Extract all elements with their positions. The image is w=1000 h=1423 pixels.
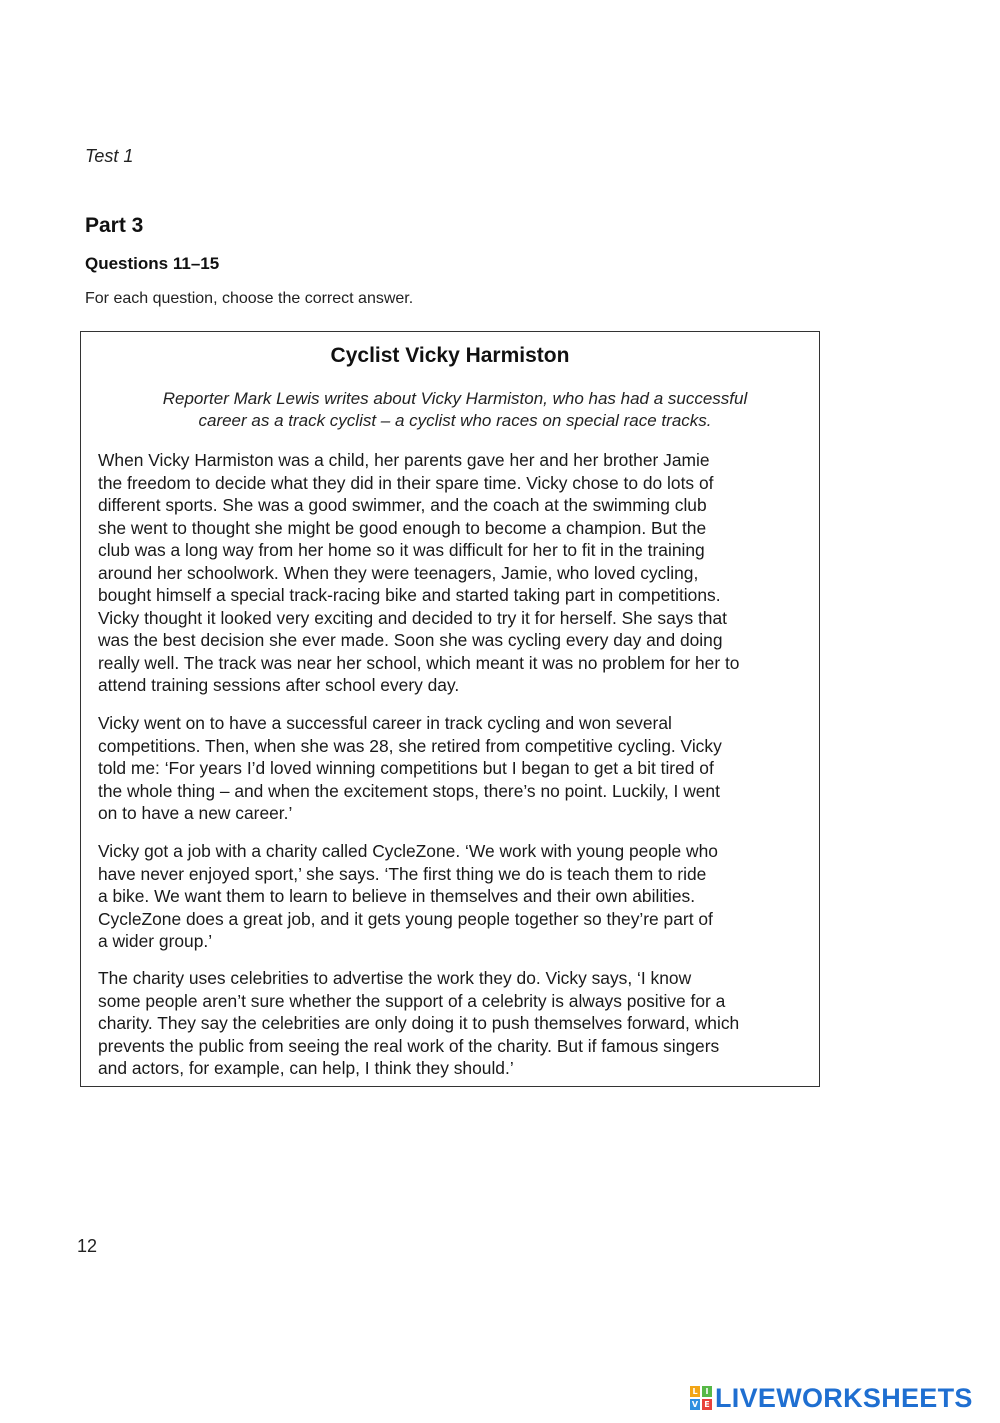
text-line: CycleZone does a great job, and it gets young people together so they’re part of xyxy=(98,908,713,929)
article-paragraph xyxy=(98,712,805,825)
liveworksheets-logo xyxy=(690,1384,973,1412)
article-intro xyxy=(121,388,789,432)
logo-text: LIVEWORKSHEETS xyxy=(715,1382,973,1413)
article-box xyxy=(80,331,820,1087)
text-line: a bike. We want them to learn to believe in themselves and their own abilities. xyxy=(98,886,696,906)
intro-line: career as a track cyclist – a cyclist who races on special race tracks. xyxy=(198,411,712,430)
text-line: Vicky got a job with a charity called CycleZone. ‘We work with young people who xyxy=(98,841,718,861)
text-line: the freedom to decide what they did in their spare time. Vicky chose to do lots of xyxy=(98,472,714,493)
logo-letter: I xyxy=(702,1386,712,1397)
text-line: attend training sessions after school every day. xyxy=(98,675,460,695)
text-line: Vicky thought it looked very exciting and decided to try it for herself. She says that xyxy=(98,607,727,628)
logo-letter: L xyxy=(690,1386,700,1397)
article-paragraph xyxy=(98,840,805,953)
text-line: Vicky went on to have a successful career in track cycling and won several xyxy=(98,713,672,733)
text-line: charity. They say the celebrities are only doing it to push themselves forward, which xyxy=(98,1013,740,1033)
instructions: For each question, choose the correct answer. xyxy=(85,290,414,307)
text-line: a wider group.’ xyxy=(98,931,213,951)
text-line: around her schoolwork. When they were teenagers, Jamie, who loved cycling, xyxy=(98,562,699,583)
text-line: the whole thing – and when the excitement stops, there’s no point. Luckily, I went xyxy=(98,780,720,801)
article-paragraph xyxy=(98,449,805,697)
article-paragraph xyxy=(98,967,805,1080)
text-line: different sports. She was a good swimmer, and the coach at the swimming club xyxy=(98,495,707,515)
text-line: The charity uses celebrities to advertise the work they do. Vicky says, ‘I know xyxy=(98,968,692,988)
text-line: competitions. Then, when she was 28, she retired from competitive cycling. Vicky xyxy=(98,735,722,756)
page-number: 12 xyxy=(77,1236,98,1256)
text-line: on to have a new career.’ xyxy=(98,803,293,823)
logo-letter: V xyxy=(691,1399,699,1409)
part-title: Part 3 xyxy=(85,214,144,237)
text-line: When Vicky Harmiston was a child, her parents gave her and her brother Jamie xyxy=(98,450,710,470)
logo-icon xyxy=(690,1386,712,1410)
text-line: and actors, for example, can help, I think they should.’ xyxy=(98,1058,514,1078)
intro-line: Reporter Mark Lewis writes about Vicky Harmiston, who has had a successful xyxy=(162,389,748,408)
text-line: really well. The track was near her school, which meant it was no problem for her to xyxy=(98,652,740,673)
text-line: she went to thought she might be good enough to become a champion. But the xyxy=(98,517,707,538)
article-title: Cyclist Vicky Harmiston xyxy=(330,344,570,367)
questions-title: Questions 11–15 xyxy=(85,254,220,273)
text-line: bought himself a special track-racing bike and started taking part in competitions. xyxy=(98,585,721,605)
text-line: club was a long way from her home so it was difficult for her to fit in the training xyxy=(98,540,705,560)
text-line: prevents the public from seeing the real work of the charity. But if famous singers xyxy=(98,1035,720,1056)
logo-letter: E xyxy=(702,1399,712,1410)
text-line: told me: ‘For years I’d loved winning competitions but I began to get a bit tired of xyxy=(98,758,714,778)
text-line: was the best decision she ever made. Soon she was cycling every day and doing xyxy=(98,630,723,650)
test-label: Test 1 xyxy=(85,146,134,166)
text-line: some people aren’t sure whether the support of a celebrity is always positive for a xyxy=(98,990,726,1011)
text-line: have never enjoyed sport,’ she says. ‘The first thing we do is teach them to ride xyxy=(98,863,707,884)
